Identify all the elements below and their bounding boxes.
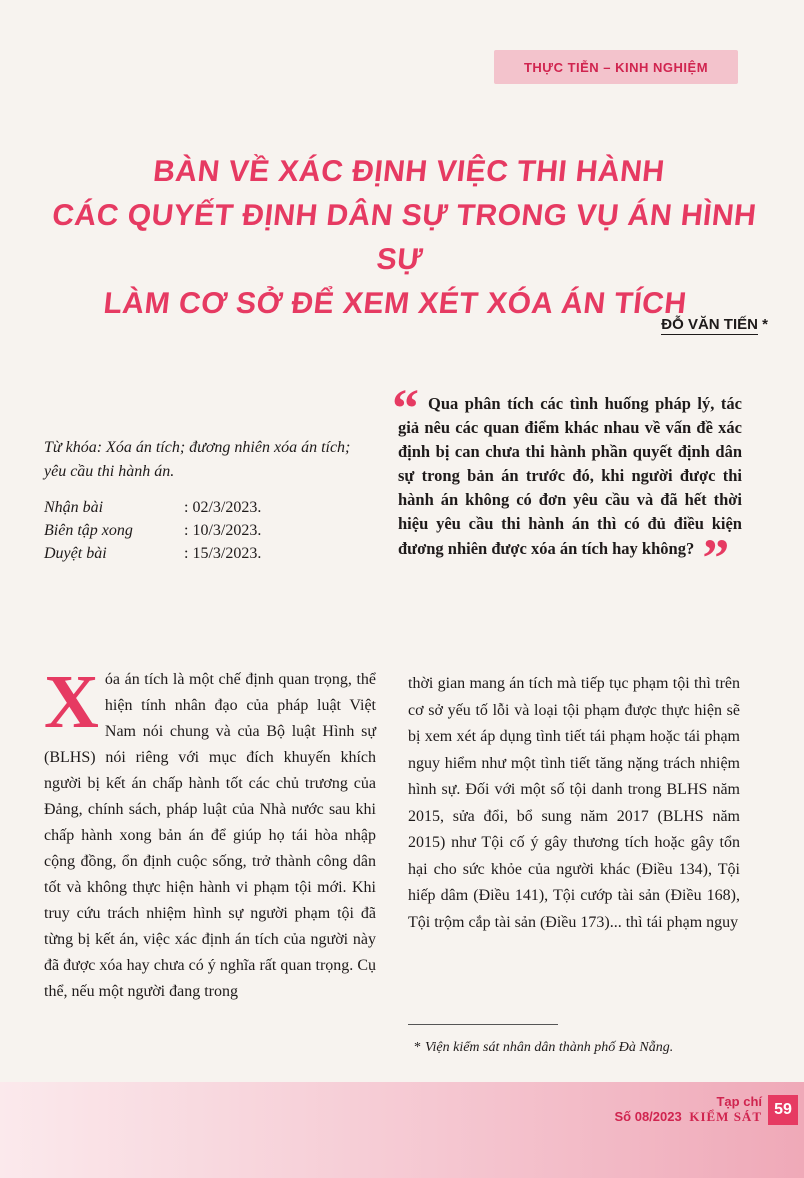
author-name: ĐỖ VĂN TIẾN — [661, 316, 758, 333]
title-line: BÀN VỀ XÁC ĐỊNH VIỆC THI HÀNH — [151, 155, 667, 188]
footnote — [414, 1040, 673, 1056]
body-text-right: thời gian mang án tích mà tiếp tục phạm tội thì trên cơ sở yếu tố lỗi và loại tội phạm được thực hiện sẽ bị xem xét áp dụng tình tiết tái phạm hoặc tái phạm nguy hiểm như một tình tiết tăng nặng trách nhiệm hình sự. Đối với một số tội danh trong BLHS năm 2015, sửa đổi, bổ sung năm 2017 (BLHS năm 2015) như Tội cố ý gây thương tích hoặc gây tổn hại cho sức khỏe của người khác (Điều 134), Tội hiếp dâm (Điều 141), Tội cướp tài sản (Điều 168), Tội trộm cắp tài sản (Điều 173)... thì tái phạm nguy — [408, 675, 740, 931]
author-footnote-mark: * — [762, 316, 768, 333]
date-label: Nhận bài — [44, 499, 104, 516]
close-quote-icon: ” — [702, 528, 730, 588]
date-label: Duyệt bài — [44, 545, 107, 562]
pull-quote: “ Qua phân tích các tình huống pháp lý, tác giả nêu các quan điểm khác nhau về vấn đề xác định bị can chưa thi hành phần quyết định dân sự trong bản án trước đó, khi người được thi hành án không có đơn yêu cầu và đã hết thời hiệu yêu cầu thi hành án thì có đủ điều kiện đương nhiên được xóa án tích hay không? ” — [392, 378, 742, 588]
date-row — [44, 519, 261, 542]
magazine-label: Tạp chí — [716, 1094, 762, 1109]
issue-number: Số 08/2023 — [614, 1109, 682, 1124]
page-number: 59 — [768, 1095, 798, 1125]
date-value: : 02/3/2023. — [184, 499, 262, 516]
issue-line — [615, 1109, 763, 1125]
footnote-mark: * — [414, 1040, 421, 1055]
magazine-info — [615, 1094, 763, 1125]
date-row — [44, 496, 261, 519]
dropcap: X — [44, 660, 99, 744]
body-column-right — [408, 671, 740, 936]
magazine-name: KIỂM SÁT — [689, 1109, 762, 1124]
footnote-text: Viện kiểm sát nhân dân thành phố Đà Nẵng. — [425, 1040, 674, 1055]
pull-quote-text: Qua phân tích các tình huống pháp lý, tác giả nêu các quan điểm khác nhau về vấn đề xác định bị can chưa thi hành phần quyết định dân sự trong bản án trước đó, khi người được thi hành án không có đơn yêu cầu và đã hết thời hiệu yêu cầu thi hành án thì có đủ điều kiện đương nhiên được xóa án tích hay không? — [398, 394, 742, 558]
section-tag: THỰC TIỄN – KINH NGHIỆM — [494, 50, 738, 84]
footnote-divider — [408, 1024, 558, 1025]
author-byline — [661, 316, 768, 333]
page-footer — [615, 1094, 799, 1125]
date-value: : 10/3/2023. — [184, 522, 262, 539]
title-line: CÁC QUYẾT ĐỊNH DÂN SỰ TRONG VỤ ÁN HÌNH SỰ — [50, 199, 759, 276]
bleed-through-left: ‪ ‪ ‪ ‪ ‪ ‪ ‪ ‪ ‪ ‪ ‪ ‪ ‪ ‪ ‪ ‪ ‪ ‪ — [44, 121, 108, 137]
body-column-left — [44, 660, 376, 1005]
title-line: LÀM CƠ SỞ ĐỂ XEM XÉT XÓA ÁN TÍCH — [101, 287, 689, 320]
date-value: : 15/3/2023. — [184, 545, 262, 562]
body-text-left: óa án tích là một chế định quan trọng, thể hiện tính nhân đạo của pháp luật Việt Nam nói chung và của Bộ luật Hình sự (BLHS) nói riêng với mục đích khuyến khích người bị kết án chấp hành tốt các chủ trương của Đảng, chính sách, pháp luật của Nhà nước sau khi chấp hành xong bản án để giúp họ tái hòa nhập cộng đồng, ổn định cuộc sống, trở thành công dân tốt và không thực hiện hành vi phạm tội mới. Khi truy cứu trách nhiệm hình sự người phạm tội đã từng bị kết án, việc xác định án tích của người này đã được xóa hay chưa có ý nghĩa rất quan trọng. Cụ thể, nếu một người đang trong — [44, 671, 376, 1000]
article-dates — [44, 496, 261, 565]
date-row — [44, 542, 261, 565]
article-title — [31, 150, 773, 326]
keywords: Từ khóa: Xóa án tích; đương nhiên xóa án tích; yêu cầu thi hành án. — [44, 439, 351, 480]
date-label: Biên tập xong — [44, 522, 133, 539]
